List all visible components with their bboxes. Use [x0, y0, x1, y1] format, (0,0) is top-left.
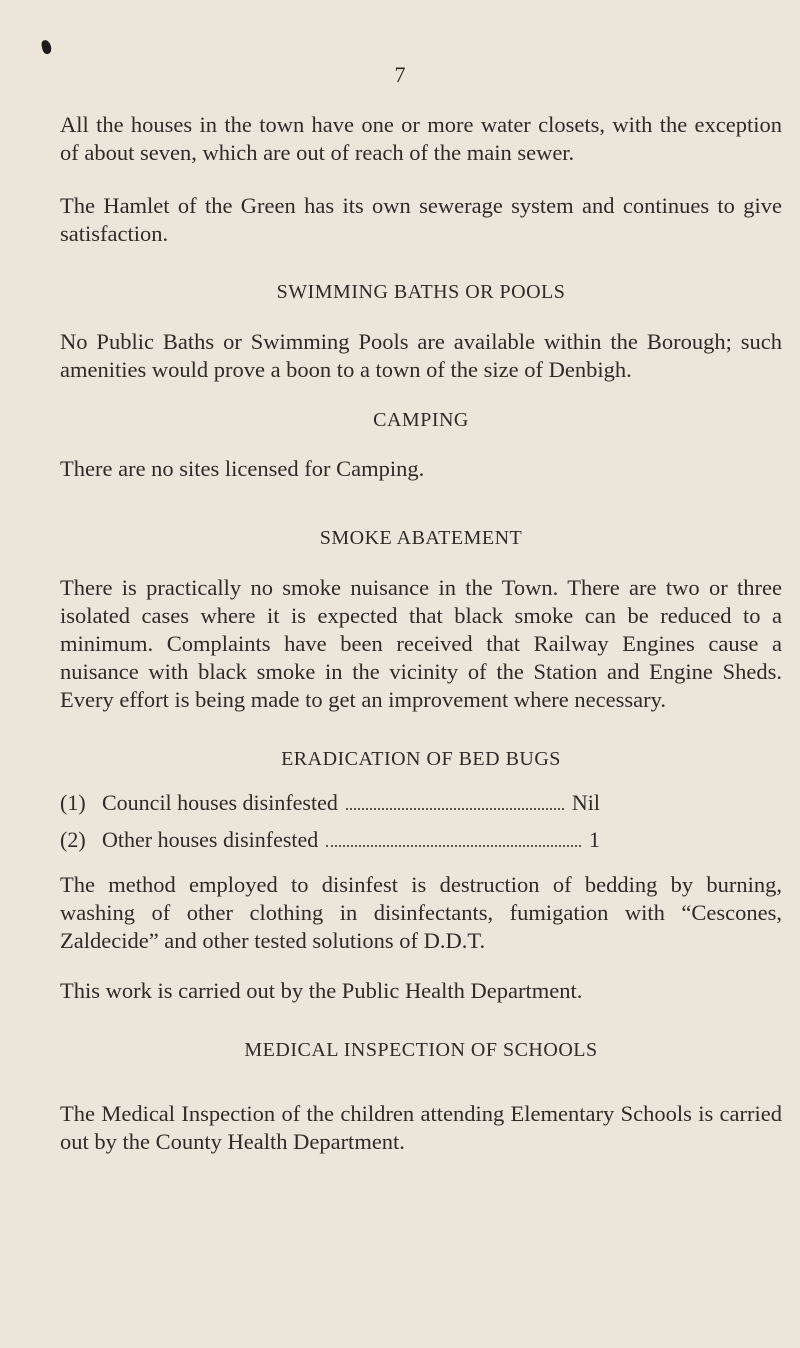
- paragraph-camping: There are no sites licensed for Camping.: [60, 456, 425, 481]
- paragraph-water-closets: All the houses in the town have one or more water closets, with the exception of about seven, which are out of reach of the main sewer.: [60, 112, 782, 165]
- dot-leader: [326, 845, 581, 847]
- list-item-value: Nil: [571, 790, 600, 815]
- paragraph-bed-bugs-work: This work is carried out by the Public Health Department.: [60, 978, 583, 1003]
- heading-bed-bugs: ERADICATION OF BED BUGS: [281, 748, 561, 770]
- list-item-number: (2): [60, 827, 86, 852]
- list-item-label: Other houses disinfested: [102, 827, 319, 852]
- list-item-number: (1): [60, 790, 86, 815]
- list-item-value: 1: [589, 827, 600, 852]
- list-item: [60, 825, 600, 855]
- bed-bugs-list: [60, 788, 782, 855]
- ink-blot: [41, 39, 53, 55]
- heading-schools: MEDICAL INSPECTION OF SCHOOLS: [244, 1039, 598, 1061]
- paragraph-hamlet: The Hamlet of the Green has its own sewerage system and continues to give satisfaction.: [60, 193, 782, 246]
- heading-swimming: SWIMMING BATHS OR POOLS: [276, 281, 566, 303]
- heading-camping: CAMPING: [373, 409, 469, 431]
- paragraph-schools: The Medical Inspection of the children attending Elementary Schools is carried out by the County Health Department.: [60, 1101, 782, 1154]
- paragraph-smoke: There is practically no smoke nuisance in the Town. There are two or three isolated cases where it is expected that black smoke can be reduced to a minimum. Complaints have been received that Railway Engines cause a nuisance with black smoke in the vicinity of the Station and Engine Sheds. Every effort is being made to get an improvement where necessary.: [60, 575, 782, 712]
- paragraph-bed-bugs-method: The method employed to disinfest is destruction of bedding by burning, washing of other clothing in disinfectants, fumigation with “Cescones, Zaldecide” and other tested solutions of D.D.T.: [60, 872, 782, 953]
- page-number: 7: [394, 62, 406, 87]
- list-item: [60, 788, 600, 818]
- list-item-label: Council houses disinfested: [102, 790, 338, 815]
- paragraph-swimming: No Public Baths or Swimming Pools are available within the Borough; such amenities would prove a boon to a town of the size of Denbigh.: [60, 329, 782, 382]
- dot-leader: [346, 808, 564, 810]
- page-content: [60, 111, 782, 1156]
- heading-smoke: SMOKE ABATEMENT: [319, 527, 523, 549]
